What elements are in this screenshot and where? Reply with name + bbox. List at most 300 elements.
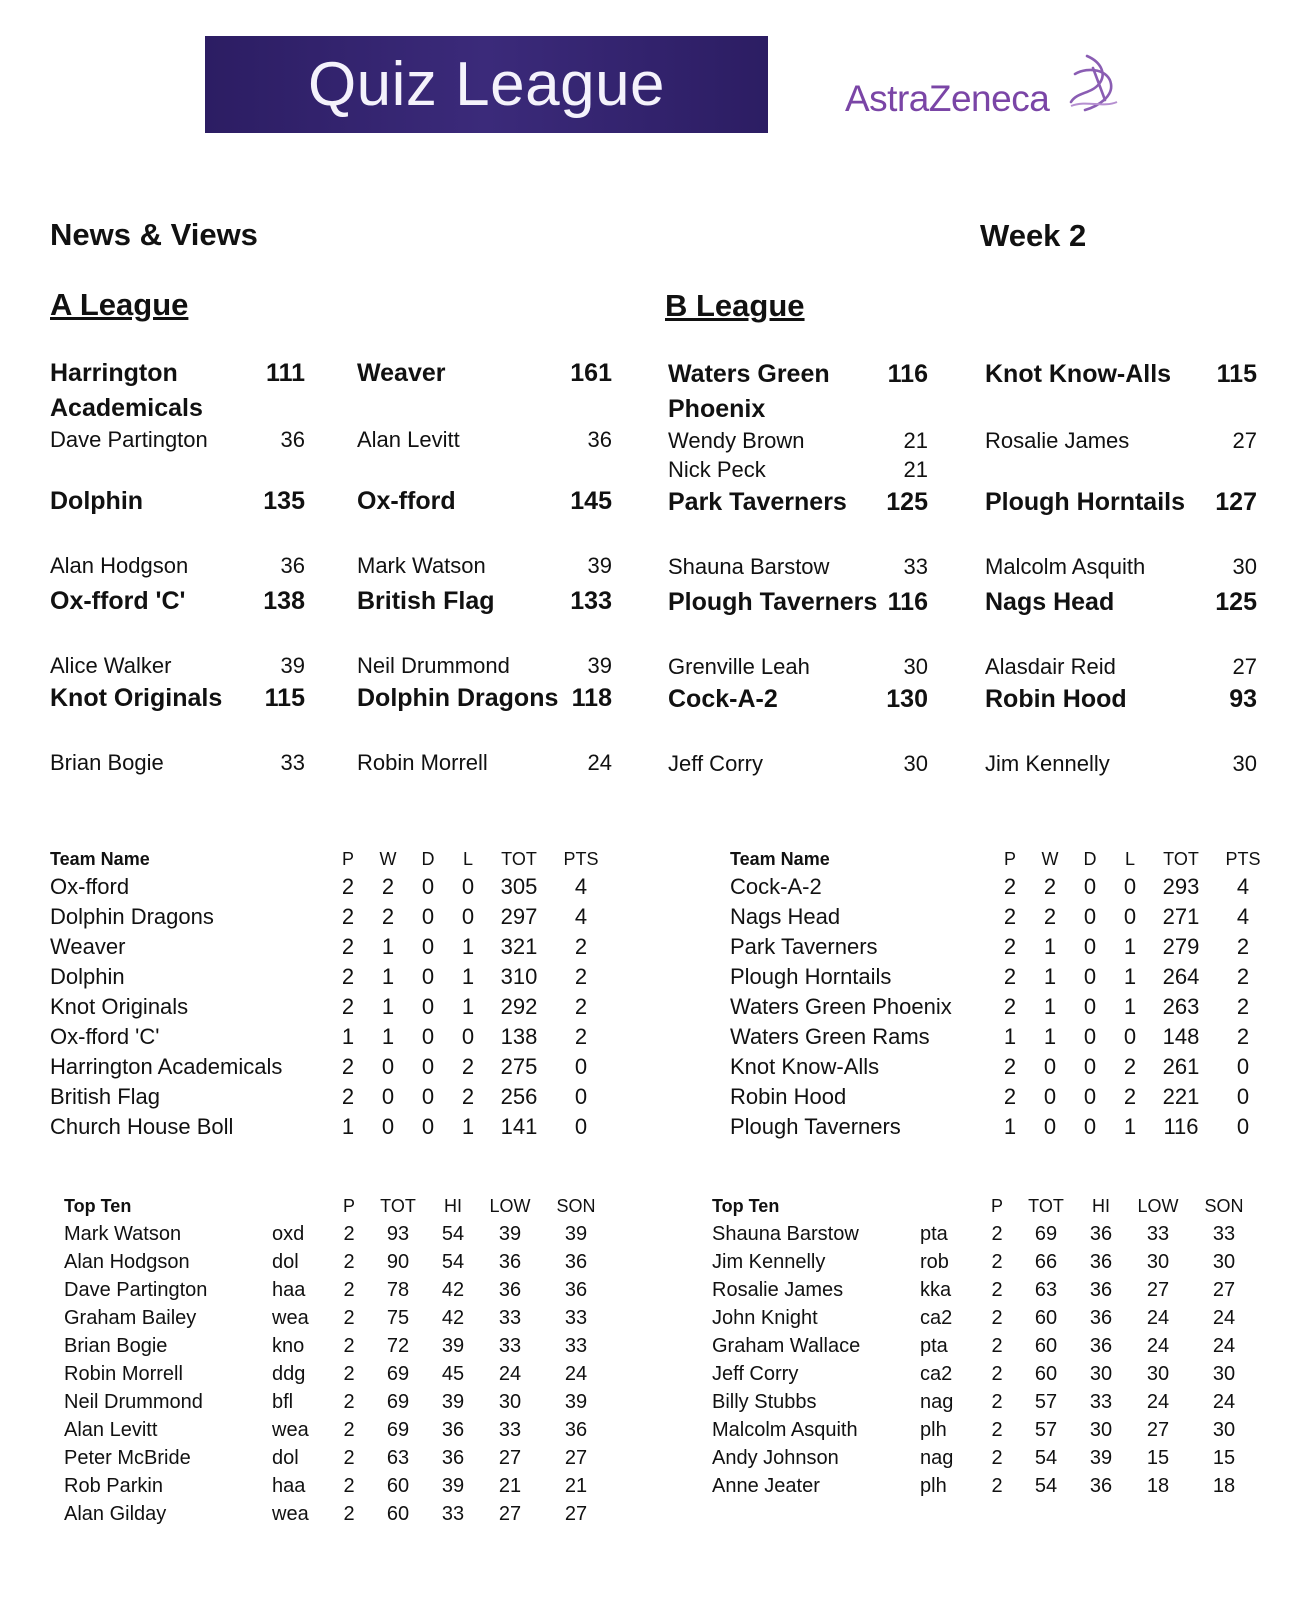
stat-cell: 36 <box>1089 1334 1113 1357</box>
team-score: 118 <box>571 684 612 712</box>
stat-cell: 21 <box>564 1474 588 1497</box>
stat-cell: 2 <box>1236 964 1250 989</box>
player-score: 27 <box>1232 654 1257 679</box>
stat-cell: 69 <box>386 1362 410 1385</box>
stat-cell: 72 <box>386 1334 410 1357</box>
team-name-cell: Dolphin Dragons <box>50 904 214 929</box>
table-row <box>730 1022 1274 1052</box>
column-header: SON <box>1204 1195 1244 1216</box>
stat-cell: 0 <box>381 1084 395 1109</box>
table-row <box>50 1052 612 1082</box>
player-score: 36 <box>280 553 305 578</box>
team-name: Ox-fford <box>357 487 456 515</box>
team-code-cell: plh <box>920 1474 947 1497</box>
table-row <box>730 1082 1274 1112</box>
team-score: 93 <box>1229 685 1257 713</box>
stat-cell: 2 <box>1003 934 1017 959</box>
stat-cell: 0 <box>1083 1054 1097 1079</box>
player-name-cell: Shauna Barstow <box>712 1222 859 1245</box>
player-score: 27 <box>1232 428 1257 453</box>
stat-cell: 292 <box>500 994 538 1019</box>
player-name: Rosalie James <box>985 428 1130 453</box>
table-row <box>50 1022 612 1052</box>
stat-cell: 321 <box>500 934 538 959</box>
stat-cell: 60 <box>1034 1334 1058 1357</box>
column-header: L <box>462 848 473 869</box>
stat-cell: 30 <box>1212 1362 1236 1385</box>
stat-cell: 116 <box>1163 1114 1199 1139</box>
column-header: LOW <box>1137 1195 1179 1216</box>
stat-cell: 1 <box>341 1024 355 1049</box>
stat-cell: 263 <box>1162 994 1200 1019</box>
table-row <box>712 1220 1258 1248</box>
column-header: TOT <box>501 848 537 869</box>
player-name-cell: Dave Partington <box>64 1278 208 1301</box>
stat-cell: 0 <box>1123 874 1137 899</box>
stat-cell: 0 <box>421 1024 435 1049</box>
stat-cell: 60 <box>1034 1306 1058 1329</box>
stat-cell: 30 <box>1146 1250 1170 1273</box>
stat-cell: 2 <box>461 1054 475 1079</box>
stat-cell: 221 <box>1162 1084 1200 1109</box>
stat-cell: 141 <box>500 1114 538 1139</box>
column-header-name: Top Ten <box>712 1195 780 1216</box>
table-row <box>64 1360 610 1388</box>
table-row <box>64 1500 610 1528</box>
stat-cell: 30 <box>1146 1362 1170 1385</box>
stat-cell: 21 <box>498 1474 522 1497</box>
stat-cell: 2 <box>991 1334 1003 1357</box>
stat-cell: 78 <box>386 1278 410 1301</box>
stat-cell: 2 <box>991 1474 1003 1497</box>
stat-cell: 0 <box>381 1114 395 1139</box>
table-header-row <box>730 846 1274 872</box>
team-code-cell: kno <box>272 1334 305 1357</box>
player-name-cell: Anne Jeater <box>712 1474 820 1497</box>
stat-cell: 36 <box>564 1250 588 1273</box>
stat-cell: 1 <box>1123 994 1137 1019</box>
stat-cell: 0 <box>1083 874 1097 899</box>
team-name: Harrington Academicals <box>50 359 203 422</box>
team-name-cell: British Flag <box>50 1084 161 1109</box>
team-score: 125 <box>1215 588 1257 616</box>
stat-cell: 33 <box>1146 1222 1170 1245</box>
stat-cell: 0 <box>1043 1054 1057 1079</box>
table-row <box>712 1248 1258 1276</box>
stat-cell: 2 <box>343 1362 355 1385</box>
stat-cell: 39 <box>1089 1446 1113 1469</box>
stat-cell: 2 <box>341 1054 355 1079</box>
team-code-cell: kka <box>920 1278 952 1301</box>
stat-cell: 90 <box>386 1250 410 1273</box>
stat-cell: 271 <box>1162 904 1200 929</box>
player-score: 36 <box>280 427 305 452</box>
stat-cell: 305 <box>500 874 538 899</box>
stat-cell: 148 <box>1162 1024 1200 1049</box>
column-header: TOT <box>1028 1195 1064 1216</box>
stat-cell: 0 <box>461 904 475 929</box>
stat-cell: 24 <box>1212 1306 1236 1329</box>
column-header: P <box>342 1195 355 1216</box>
stat-cell: 2 <box>343 1418 355 1441</box>
table-row <box>730 872 1274 902</box>
stat-cell: 2 <box>1043 904 1057 929</box>
player-name: Nick Peck <box>668 457 766 482</box>
stat-cell: 24 <box>1146 1390 1170 1413</box>
player-name: Jeff Corry <box>668 751 763 776</box>
team-score: 138 <box>263 587 305 615</box>
team-name: Dolphin Dragons <box>357 684 559 712</box>
stat-cell: 33 <box>1089 1390 1113 1413</box>
team-name: Knot Originals <box>50 684 223 712</box>
column-header: L <box>1124 848 1135 869</box>
stat-cell: 2 <box>1236 1024 1250 1049</box>
player-name: Alan Hodgson <box>50 553 189 578</box>
stat-cell: 63 <box>386 1446 410 1469</box>
stat-cell: 2 <box>461 1084 475 1109</box>
column-header: D <box>1083 848 1097 869</box>
stat-cell: 2 <box>341 874 355 899</box>
table-row <box>712 1276 1258 1304</box>
team-code-cell: nag <box>920 1390 954 1413</box>
player-name-cell: Graham Wallace <box>712 1334 861 1357</box>
stat-cell: 36 <box>1089 1306 1113 1329</box>
stat-cell: 2 <box>341 964 355 989</box>
table-row <box>730 932 1274 962</box>
player-name-cell: Jeff Corry <box>712 1362 799 1385</box>
team-score: 111 <box>266 359 305 387</box>
stat-cell: 60 <box>386 1502 410 1525</box>
stat-cell: 1 <box>1043 934 1057 959</box>
stat-cell: 36 <box>1089 1278 1113 1301</box>
stat-cell: 2 <box>1003 964 1017 989</box>
stat-cell: 2 <box>991 1278 1003 1301</box>
table-row <box>64 1248 610 1276</box>
player-score: 21 <box>903 428 928 453</box>
column-header: PTS <box>563 848 599 869</box>
stat-cell: 0 <box>421 904 435 929</box>
player-score: 21 <box>903 457 928 482</box>
stat-cell: 0 <box>1123 1024 1137 1049</box>
player-name-cell: Andy Johnson <box>712 1446 839 1469</box>
stat-cell: 27 <box>498 1446 522 1469</box>
stat-cell: 0 <box>1083 904 1097 929</box>
stat-cell: 39 <box>441 1474 465 1497</box>
stat-cell: 1 <box>1043 1024 1057 1049</box>
stat-cell: 1 <box>461 964 475 989</box>
stat-cell: 27 <box>564 1446 588 1469</box>
stat-cell: 30 <box>1212 1250 1236 1273</box>
stat-cell: 2 <box>991 1446 1003 1469</box>
player-name-cell: Malcolm Asquith <box>712 1418 858 1441</box>
stat-cell: 264 <box>1162 964 1200 989</box>
stat-cell: 24 <box>564 1362 588 1385</box>
stat-cell: 2 <box>1003 1084 1017 1109</box>
stat-cell: 39 <box>498 1222 522 1245</box>
b-league-top-ten <box>712 1192 1258 1500</box>
team-code-cell: nag <box>920 1446 954 1469</box>
team-code-cell: wea <box>272 1502 309 1525</box>
stat-cell: 2 <box>343 1390 355 1413</box>
team-code-cell: ddg <box>272 1362 306 1385</box>
stat-cell: 27 <box>564 1502 588 1525</box>
stat-cell: 0 <box>421 1114 435 1139</box>
stat-cell: 0 <box>1083 1024 1097 1049</box>
team-name-cell: Waters Green Phoenix <box>730 994 952 1019</box>
stat-cell: 42 <box>441 1278 465 1301</box>
stat-cell: 2 <box>574 994 588 1019</box>
stat-cell: 0 <box>1236 1084 1250 1109</box>
stat-cell: 0 <box>421 874 435 899</box>
table-row <box>64 1472 610 1500</box>
table-row <box>50 1112 612 1142</box>
stat-cell: 30 <box>498 1390 522 1413</box>
player-score: 33 <box>280 750 305 775</box>
stat-cell: 2 <box>341 904 355 929</box>
stat-cell: 1 <box>1003 1114 1017 1139</box>
stat-cell: 36 <box>1089 1474 1113 1497</box>
stat-cell: 39 <box>441 1334 465 1357</box>
stat-cell: 27 <box>1146 1418 1170 1441</box>
team-name: Nags Head <box>985 588 1115 616</box>
player-score: 30 <box>903 751 928 776</box>
column-header: HI <box>1092 1195 1110 1216</box>
stat-cell: 1 <box>341 1114 355 1139</box>
team-name: Plough Horntails <box>985 488 1185 516</box>
player-score: 39 <box>587 553 612 578</box>
stat-cell: 24 <box>498 1362 522 1385</box>
stat-cell: 256 <box>500 1084 538 1109</box>
column-header: W <box>1041 848 1059 869</box>
stat-cell: 33 <box>498 1306 522 1329</box>
stat-cell: 1 <box>1123 1114 1137 1139</box>
stat-cell: 0 <box>574 1114 588 1139</box>
stat-cell: 2 <box>1043 874 1057 899</box>
player-score: 24 <box>587 750 612 775</box>
stat-cell: 1 <box>381 934 395 959</box>
b-league-heading: B League <box>665 288 805 323</box>
stat-cell: 54 <box>1034 1474 1058 1497</box>
stat-cell: 24 <box>1212 1390 1236 1413</box>
column-header: TOT <box>1163 848 1199 869</box>
table-row <box>50 992 612 1022</box>
column-header: LOW <box>489 1195 531 1216</box>
team-code-cell: dol <box>272 1446 299 1469</box>
stat-cell: 293 <box>1162 874 1200 899</box>
column-header: TOT <box>380 1195 416 1216</box>
table-row <box>730 1052 1274 1082</box>
player-name-cell: Rob Parkin <box>64 1474 163 1497</box>
stat-cell: 0 <box>421 964 435 989</box>
player-name: Alice Walker <box>50 653 172 678</box>
table-row <box>712 1360 1258 1388</box>
stat-cell: 54 <box>1034 1446 1058 1469</box>
team-score: 116 <box>887 588 928 616</box>
table-row <box>712 1416 1258 1444</box>
team-code-cell: bfl <box>272 1390 294 1413</box>
stat-cell: 30 <box>1089 1362 1113 1385</box>
player-score: 33 <box>903 554 928 579</box>
stat-cell: 4 <box>1236 904 1250 929</box>
player-name-cell: Alan Levitt <box>64 1418 158 1441</box>
team-code-cell: ca2 <box>920 1306 953 1329</box>
section-heading: News & Views <box>50 217 258 252</box>
stat-cell: 2 <box>991 1306 1003 1329</box>
stat-cell: 0 <box>1123 904 1137 929</box>
column-header: HI <box>444 1195 462 1216</box>
stat-cell: 2 <box>343 1502 355 1525</box>
logo-text: AstraZeneca <box>845 78 1050 119</box>
player-name-cell: Peter McBride <box>64 1446 191 1469</box>
table-row <box>64 1416 610 1444</box>
stat-cell: 39 <box>441 1390 465 1413</box>
table-row <box>730 992 1274 1022</box>
team-name-cell: Park Taverners <box>730 934 878 959</box>
player-score: 39 <box>587 653 612 678</box>
quiz-league-banner <box>205 36 768 133</box>
player-name-cell: Graham Bailey <box>64 1306 197 1329</box>
stat-cell: 1 <box>1003 1024 1017 1049</box>
stat-cell: 2 <box>343 1334 355 1357</box>
stat-cell: 75 <box>386 1306 410 1329</box>
player-name-cell: Billy Stubbs <box>712 1390 817 1413</box>
team-name: Waters Green Phoenix <box>668 360 830 423</box>
stat-cell: 0 <box>1236 1114 1250 1139</box>
table-row <box>730 902 1274 932</box>
team-name: British Flag <box>357 587 495 615</box>
stat-cell: 2 <box>991 1250 1003 1273</box>
table-row <box>712 1472 1258 1500</box>
stat-cell: 1 <box>461 994 475 1019</box>
table-row <box>730 1112 1274 1142</box>
stat-cell: 57 <box>1034 1390 1058 1413</box>
stat-cell: 39 <box>564 1390 588 1413</box>
player-name-cell: Mark Watson <box>64 1222 182 1245</box>
player-score: 36 <box>587 427 612 452</box>
stat-cell: 2 <box>574 964 588 989</box>
team-name-cell: Nags Head <box>730 904 841 929</box>
team-score: 125 <box>886 488 928 516</box>
column-header: PTS <box>1225 848 1261 869</box>
player-score: 30 <box>1232 554 1257 579</box>
table-row <box>730 962 1274 992</box>
stat-cell: 1 <box>1123 934 1137 959</box>
player-name: Alan Levitt <box>357 427 460 452</box>
team-name: Weaver <box>357 359 446 387</box>
table-row <box>712 1304 1258 1332</box>
stat-cell: 69 <box>1034 1222 1058 1245</box>
column-header <box>272 1192 330 1220</box>
stat-cell: 0 <box>421 994 435 1019</box>
table-row <box>50 962 612 992</box>
stat-cell: 0 <box>1083 934 1097 959</box>
table-row <box>712 1444 1258 1472</box>
player-name: Shauna Barstow <box>668 554 830 579</box>
team-name-cell: Church House Boll <box>50 1114 234 1139</box>
team-name: Plough Taverners <box>668 588 878 616</box>
table-row <box>64 1388 610 1416</box>
stat-cell: 18 <box>1146 1474 1170 1497</box>
stat-cell: 36 <box>498 1250 522 1273</box>
stat-cell: 0 <box>1083 1114 1097 1139</box>
player-name: Grenville Leah <box>668 654 810 679</box>
player-name: Wendy Brown <box>668 428 805 453</box>
stat-cell: 0 <box>421 1084 435 1109</box>
column-header <box>920 1192 978 1220</box>
team-score: 133 <box>570 587 612 615</box>
stat-cell: 27 <box>1212 1278 1236 1301</box>
astrazeneca-logo <box>845 48 1135 128</box>
stat-cell: 36 <box>564 1418 588 1441</box>
team-score: 135 <box>263 487 305 515</box>
player-name-cell: Rosalie James <box>712 1278 844 1301</box>
table-row <box>50 1082 612 1112</box>
table-row <box>50 932 612 962</box>
stat-cell: 2 <box>343 1306 355 1329</box>
stat-cell: 60 <box>1034 1362 1058 1385</box>
player-score: 30 <box>1232 751 1257 776</box>
stat-cell: 297 <box>500 904 538 929</box>
team-code-cell: ca2 <box>920 1362 953 1385</box>
stat-cell: 15 <box>1146 1446 1170 1469</box>
stat-cell: 36 <box>1089 1222 1113 1245</box>
team-name-cell: Ox-fford 'C' <box>50 1024 160 1049</box>
column-header-name: Top Ten <box>64 1195 132 1216</box>
table-row <box>64 1304 610 1332</box>
table-row <box>64 1220 610 1248</box>
team-code-cell: rob <box>920 1250 949 1273</box>
stat-cell: 2 <box>991 1418 1003 1441</box>
a-league-top-ten <box>64 1192 610 1528</box>
stat-cell: 33 <box>498 1334 522 1357</box>
player-name: Mark Watson <box>357 553 486 578</box>
page-title: Quiz League <box>307 50 666 119</box>
team-name-cell: Ox-fford <box>50 874 130 899</box>
table-row <box>64 1276 610 1304</box>
team-score: 127 <box>1215 488 1257 516</box>
team-score: 115 <box>264 684 305 712</box>
column-header: P <box>990 1195 1003 1216</box>
player-name-cell: Robin Morrell <box>64 1362 183 1385</box>
stat-cell: 0 <box>1043 1084 1057 1109</box>
stat-cell: 0 <box>421 934 435 959</box>
stat-cell: 310 <box>500 964 538 989</box>
stat-cell: 2 <box>381 874 395 899</box>
astrazeneca-swirl-icon <box>1057 48 1127 118</box>
stat-cell: 63 <box>1034 1278 1058 1301</box>
stat-cell: 2 <box>1003 994 1017 1019</box>
team-code-cell: plh <box>920 1418 947 1441</box>
stat-cell: 2 <box>1123 1054 1137 1079</box>
stat-cell: 45 <box>441 1362 465 1385</box>
player-name: Malcolm Asquith <box>985 554 1146 579</box>
player-name-cell: John Knight <box>712 1306 818 1329</box>
team-code-cell: pta <box>920 1334 948 1357</box>
team-code-cell: oxd <box>272 1222 305 1245</box>
player-score: 39 <box>280 653 305 678</box>
stat-cell: 0 <box>421 1054 435 1079</box>
stat-cell: 1 <box>1043 964 1057 989</box>
team-name-cell: Knot Originals <box>50 994 189 1019</box>
stat-cell: 27 <box>1146 1278 1170 1301</box>
table-row <box>64 1444 610 1472</box>
column-header: W <box>379 848 397 869</box>
stat-cell: 24 <box>1212 1334 1236 1357</box>
team-name: Cock-A-2 <box>668 685 778 713</box>
stat-cell: 2 <box>341 934 355 959</box>
table-row <box>712 1332 1258 1360</box>
stat-cell: 0 <box>1043 1114 1057 1139</box>
